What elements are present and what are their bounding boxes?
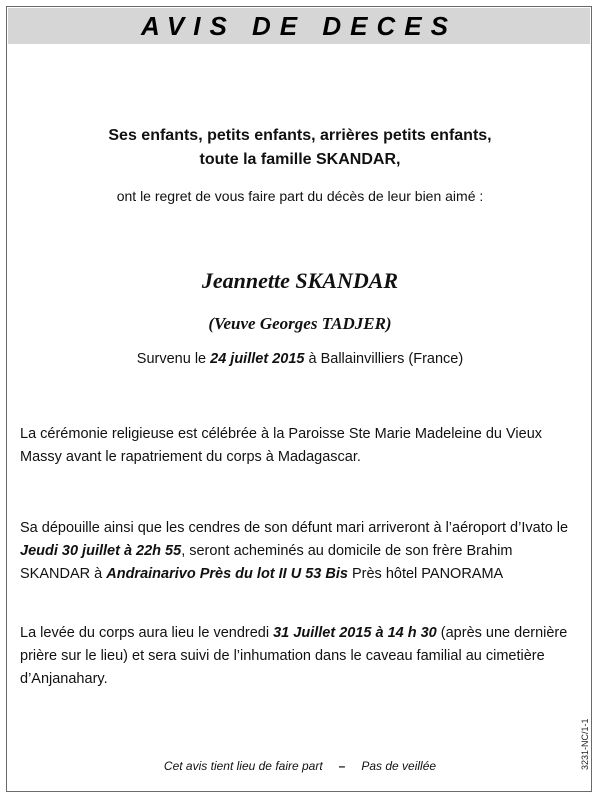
regret-line: ont le regret de vous faire part du décès de leur bien aimé : bbox=[116, 188, 484, 204]
arrival-text-3: Près hôtel PANORAMA bbox=[347, 566, 504, 582]
arrival-paragraph bbox=[20, 517, 580, 586]
widow-of: (Veuve Georges TADJER) bbox=[208, 314, 392, 333]
footer-separator: – bbox=[338, 759, 346, 773]
burial-datetime: 31 Juillet 2015 à 14 h 30 bbox=[273, 625, 437, 641]
burial-text-1: La levée du corps aura lieu le vendredi bbox=[20, 625, 274, 641]
page-title: AVIS DE DECES bbox=[141, 10, 457, 41]
footer-notice: Cet avis tient lieu de faire part bbox=[163, 759, 323, 773]
arrival-address: Andrainarivo Près du lot II U 53 Bis bbox=[106, 566, 348, 582]
family-line-2: toute la famille SKANDAR, bbox=[199, 151, 401, 168]
burial-text-2: (après une dernière prière sur le lieu) et sera suivi de l’inhumation dans le caveau familial au cimetière d’Anjanahary. bbox=[20, 625, 568, 687]
header-banner bbox=[8, 8, 590, 44]
death-place: à Ballainvilliers (France) bbox=[308, 351, 464, 367]
arrival-text-2: , seront acheminés au domicile de son frère Brahim SKANDAR à bbox=[20, 543, 513, 582]
family-block bbox=[0, 124, 600, 172]
ceremony-paragraph: La cérémonie religieuse est célébrée à la Paroisse Ste Marie Madeleine du Vieux Massy avant le rapatriement du corps à Madagascar. bbox=[20, 426, 543, 465]
footer-line bbox=[0, 759, 600, 773]
burial-paragraph bbox=[20, 622, 580, 691]
arrival-text-1: Sa dépouille ainsi que les cendres de son défunt mari arriveront à l’aéroport d’Ivato le bbox=[20, 520, 569, 536]
footer-no-wake: Pas de veillée bbox=[361, 759, 437, 773]
family-line-1: Ses enfants, petits enfants, arrières petits enfants, bbox=[108, 127, 492, 144]
death-line bbox=[0, 351, 600, 367]
arrival-datetime: Jeudi 30 juillet à 22h 55 bbox=[20, 543, 182, 559]
deceased-name: Jeannette SKANDAR bbox=[201, 268, 399, 293]
reference-code: 3231-NC/1-1 bbox=[580, 718, 590, 770]
death-prefix: Survenu le bbox=[136, 351, 207, 367]
death-date: 24 juillet 2015 bbox=[210, 351, 305, 367]
